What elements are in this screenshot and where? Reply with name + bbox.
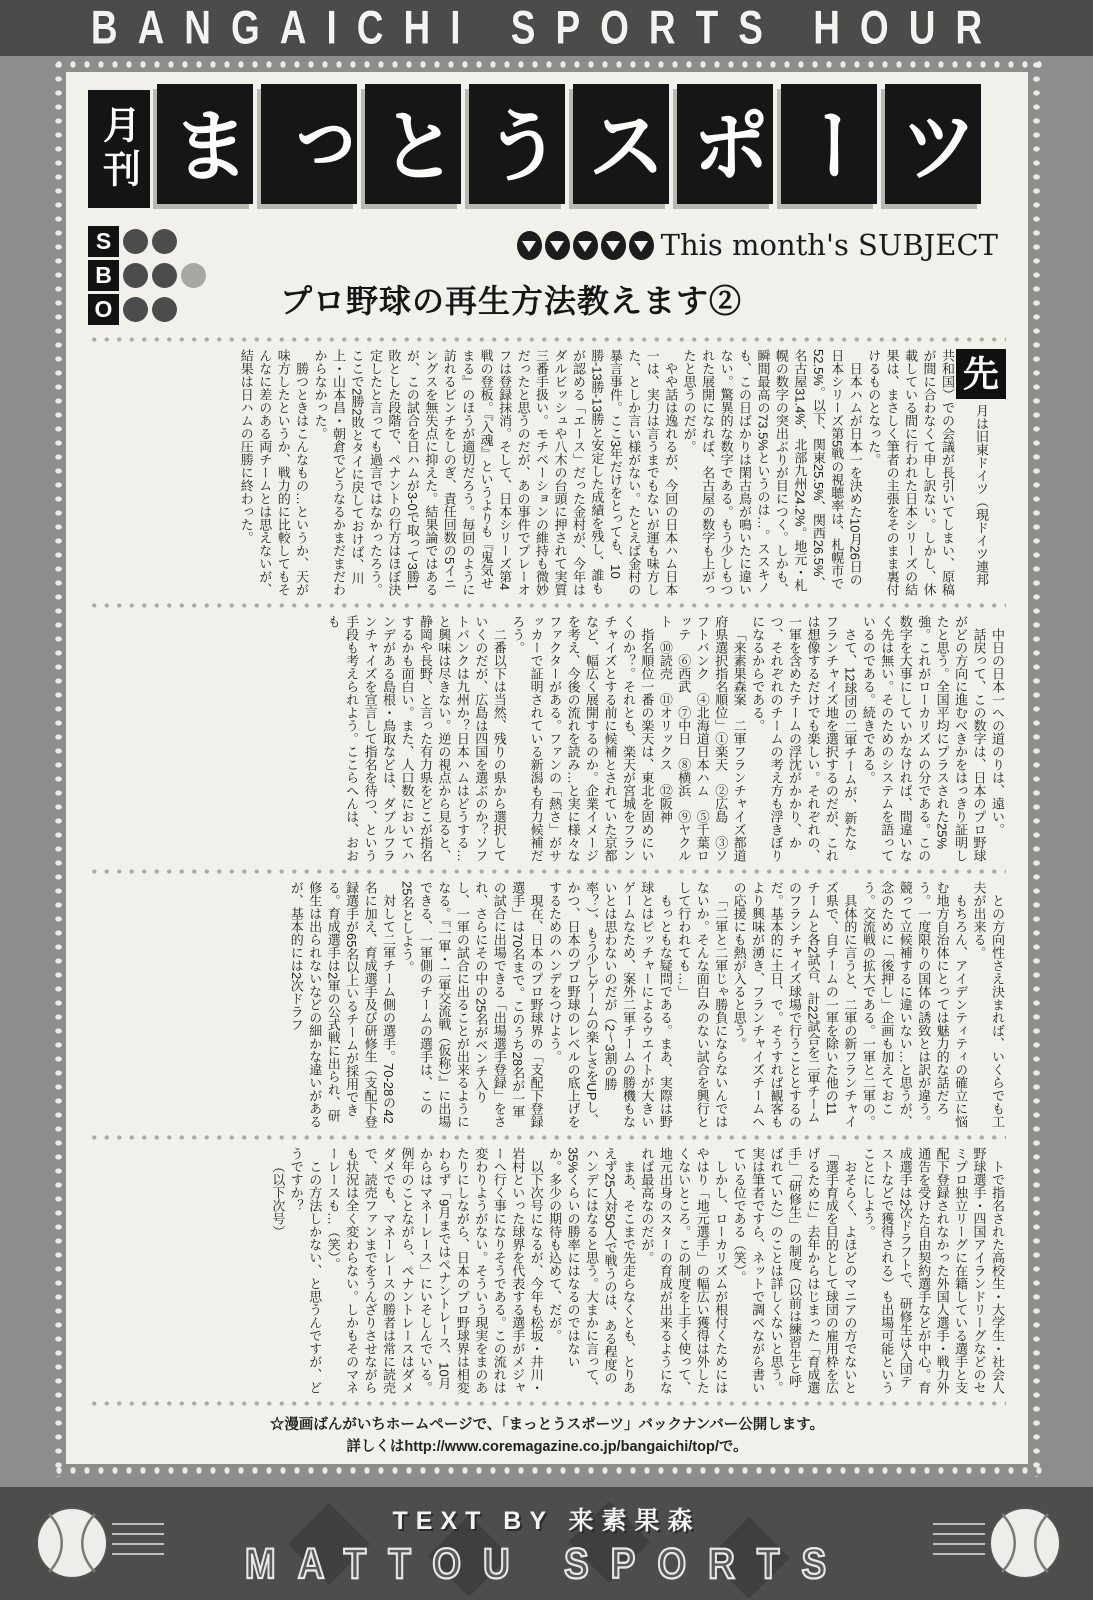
article-paragraph: まあ、そこまで先走らなくとも、とりあえず25人対50人で戦うのは、ある程度のハンデにはなると思う。大まかに言って、35%くらいの勝率にはなるのではないか。多少の期待も込めて、だが。 [547, 1147, 636, 1394]
article-paragraph: やや話は逸れるが、今回の日本ハム日本一は、実力は言うまでもないが運も味方した、としか言い様がない。たとえば金村の暴言事件。ここ3年だけをとっても、10勝-13勝-13勝と安定した成績を残し、誰もが認める「エース」だった金村が、今年はダルビッシュや八木の台頭に押されて実質三番手扱い。モチベーションの維持も微妙だったと思うのだが、あの事件でプレーオフは登録抹消。そして、日本シリーズ第4戦の登板。『入魂』というよりも『鬼気せまる』のほうが適切だろう。毎回のように訪れるピンチをしのぎ、責任回数の5イニングスを無失点に抑えた。結果論ではあるが、この試合を日ハムが3-0で取って3勝1敗とした段階で、ペナントの行方はほぼ決定したと言っても過言ではなかったろう。ここで2勝2敗とタイに戻しておけば、川上・山本昌・朝倉でどうなるかまだまだわからなかった。 [312, 349, 679, 596]
subject-triangle-icon [573, 231, 598, 260]
dotted-separator [88, 1397, 1006, 1410]
masthead [88, 84, 1006, 212]
dotted-frame-top [52, 58, 1043, 71]
sbo-logo [88, 226, 238, 330]
subject-row [88, 226, 1006, 330]
sbo-row-strike [88, 226, 238, 257]
sbo-circle [123, 229, 148, 254]
bottom-banner [0, 1487, 1093, 1600]
article-paragraph: 対して二軍チーム側の選手。70-28の42名に加え、育成選手及び研修生（支配下登録選手が65名以上いるチームが採用できる。育成選手は2軍の公式戦に出られ、研修生は出られないなどの細かな違いがあるが、基本的には2次ドラフ [288, 881, 397, 1128]
sbo-letter-b: B [88, 260, 119, 291]
article-paragraph: 話戻って、この数字は、日本のプロ野球がどの方向に進むべきかをはっきり証明したと思う。全国平均にプラスされた25%強。これがローカリズムの分である。この数字を大事にしていかなければ、間違いなく先は無い。そのためのシステムを語っているのである。続きである。 [860, 615, 987, 862]
masthead-char-box: う [469, 84, 565, 204]
subject-triangle-icon [517, 231, 542, 260]
article-paragraph: 具体的に言うと、二軍の新フランチャイズ県で、自チームの一軍を除いた他の11チームと各2試合、計22試合を二軍チームのフランチャイズ球場で行うこととするのだ。基本的に土日、で。そうすれば観客もより興味が湧き、フランチャイズチームへの応援にも熱が入ると思う。 [731, 881, 858, 1128]
article-headline: プロ野球の再生方法教えます② [280, 283, 743, 319]
article-paragraph: 現在、日本のプロ野球界の「支配下登録選手」は70名まで。このうち28名が一軍の試合に出場できる「出場選手登録」をされ、さらにその中の25名がベンチ入りし、一軍の試合に出ることが出来るようになる。『一軍・二軍交流戦（仮称）』に出場できる、一軍側のチームの選手は、この25名としよう。 [399, 881, 544, 1128]
masthead-char-box: と [365, 84, 461, 204]
section-1-paragraphs [236, 349, 863, 596]
article-paragraph: 「二軍と二軍じゃ勝負にならないんではないか。そんな面白みのない試合を興行として行われても…」 [676, 881, 729, 1128]
subject-line [238, 228, 1006, 262]
subject-block [238, 226, 1006, 330]
masthead-char-box: ー [781, 84, 877, 204]
sbo-circle [152, 229, 177, 254]
dropcap: 先 [956, 349, 1006, 399]
article-paragraph: この方法しかない、と思うんですが、どうですか？ [288, 1147, 323, 1394]
top-banner [0, 0, 1093, 56]
article-paragraph: 「来素果森案 二軍フランチャイズ都道府県選択指名順位」①楽天 ②広島 ③ソフトバンク ④北海道日本ハム ⑤千葉ロッテ ⑥西武 ⑦中日 ⑧横浜 ⑨ヤクルト ⑩読売 ⑪オリックス ⑫阪神 [657, 615, 747, 862]
dotted-separator [88, 1131, 1006, 1144]
sbo-circle [123, 263, 148, 288]
masthead-title [157, 84, 981, 204]
masthead-char-box: ポ [677, 84, 773, 204]
article-paragraph: 中日の日本一への道のりは、遠い。 [990, 628, 1005, 836]
footer-note [88, 1414, 1006, 1459]
masthead-char-box: ま [157, 84, 253, 204]
sbo-circle [152, 297, 177, 322]
subject-triangle-icon [601, 231, 626, 260]
dotted-separator [88, 333, 1006, 346]
article-paragraph: おそらく、よほどのマニアの方でないと「選手育成を目的として球団の雇用枠を広げるために」去年からはじまった「育成選手」「研修生」の制度（以前は練習生と呼ばれていた）のことは詳しくないと思う。実は筆者ですら、ネットで調べながら書いている位である（笑）。 [731, 1147, 858, 1394]
article-paragraph: さて、12球団の二軍チームが、新たなフランチャイズ地を選択するのだが、これは想像するだけでも楽しい。それぞれの、一軍を含めたチームの浮沈がかかり、かつ、それぞれのチームの考え方も浮きぼりになるからである。 [750, 615, 858, 862]
article-paragraph: 指名順位一番の楽天は、東北を固めにいくのか？。それとも、楽天が宮城をフランチャイズとする前に候補とされていた京都など、幅広く展開するのか。企業イメージを考え、今後の流れを読み…と実に様々なファクターがある。ファンの「熱さ」がサッカーで証明されている新潟も有力候補だろう。 [510, 615, 655, 862]
banner-title: BANGAICHI SPORTS HOUR [90, 1, 1003, 54]
dotted-frame-left [52, 58, 65, 1477]
magazine-logo: MATTOU SPORTS [244, 1539, 849, 1587]
sbo-circle [181, 263, 206, 288]
dotted-frame-bottom [52, 1464, 1043, 1477]
sbo-circle [152, 263, 177, 288]
article-section-3 [88, 881, 1006, 1128]
article-lead-text: 月は旧東ドイツ（現ドイツ連邦共和国）での会議が長引いてしまい、原稿が間に合わなくて申し訳ない。しかし、休載している間に行われた日本シリーズの結果は、まさしく筆者の主張をそのまま裏付けるものとなった。 [866, 349, 989, 596]
article-paragraph: 日本ハムが日本一を決めた10月26日の日本シリーズ第5戦の視聴率は、札幌市で52.5%。以下、関東25.5%、関西26.5%、名古屋31.4%、北部九州24.2%。地元・札幌の数字の突出ぶりが目につく。しかも、瞬間最高の73.5%というのは…。ススキノも、この日ばかりは閑古鳥が鳴いたに違いない。驚異的な数字である。もう少しもつれた展開になれば、名古屋の数字も上がったと思うのだが。 [681, 349, 863, 596]
dotted-separator [88, 599, 1006, 612]
footer-line-1: ☆漫画ばんがいちホームページで、「まっとうスポーツ」バックナンバー公開します。 [269, 1417, 825, 1433]
article-section-4 [88, 1147, 1006, 1394]
sbo-row-ball [88, 260, 238, 291]
credit-text: TEXT BY 来素果森 [392, 1507, 701, 1535]
article-paragraph: （以下次号） [270, 1160, 286, 1238]
article-paragraph: トで指名された高校生・大学生・社会人野球選手・四国アイランドリーグなどのセミプロ独立リーグに在籍している選手と支配下登録されなかった外国人選手・戦力外通告を受けた自由契約選手などが中心。育成選手は2次ドラフトで、研修生は入団テストなどで獲得される）も出場可能ということにしよう。 [860, 1147, 1005, 1394]
subject-triangle-icon [629, 231, 654, 260]
article-paragraph: 二番以下は当然、残りの県から選択していくのだが、広島は四国を選ぶのか？ソフトバンクは九州か？日本ハムはどうする…と興味は尽きない。逆の視点から見ると、静岡や長野、と言った有力県をどこが指名するかも面白い。また、人口数においてハンデがある島根・鳥取などは、ダブルフランチャイズを宣言して指名を待つ、という手段も考えられよう。ここらへんは、おおも [325, 615, 507, 862]
article-paragraph: との方向性さえ決まれば、いくらでも工夫が出来る。 [971, 881, 1005, 1128]
sbo-letter-s: S [88, 226, 119, 257]
masthead-char-box: ツ [885, 84, 981, 204]
article-paragraph [864, 349, 1006, 596]
dotted-frame-right [1030, 58, 1043, 1477]
baseball-icon [987, 1505, 1063, 1581]
sbo-row-out [88, 294, 238, 325]
article-section-2 [88, 615, 1006, 862]
sbo-circle [123, 297, 148, 322]
page-content [66, 72, 1028, 1464]
speed-lines [933, 1523, 985, 1557]
article-paragraph: 勝つときはこんなもの…というか、天が味方したというか、戦力的に比較してもそんなに差のある両チームとは思えないが、結果は日ハムの圧勝に終わった。 [238, 349, 310, 596]
article-paragraph: もっともな疑問である。まあ、実際は野球とはピッチャーによるウエイトが大きいゲームなため、案外二軍チームの勝機もないとは思わないのだが（2〜3割の勝率？）、もう少しゲームの楽しさをUPし、かつ、日本のプロ野球のレベルの底上げをするためのハンデをつけよう。 [547, 881, 673, 1128]
masthead-char-box: っ [261, 84, 357, 204]
subject-triangle-icon [545, 231, 570, 260]
article-paragraph: しかし、ローカリズムが根付くためにはやはり「地元選手」の幅広い獲得は外したくないところ。この制度を上手く使って、地元出身のスターの育成が出来るようになれば最高なのだが。 [639, 1147, 729, 1394]
subject-label: This month's SUBJECT [660, 228, 998, 262]
masthead-prefix: 月刊 [88, 90, 150, 208]
article-paragraph: もちろん、アイデンティティの確立に悩む地方自治体にとっては魅力的な話だろう。一度限りの国体の誘致とは訳が違う。競って立候補するに違いない…と思うが、念のために「後押し」企画も加えておこう。交流戦の拡大である。一軍と二軍の。 [860, 881, 969, 1128]
article-section-1 [88, 349, 1006, 596]
article-paragraph: 以下次号になるが、今年も松坂・井川・岩村といった球界を代表する選手がメジャーへ行く事になりそうである。この流れは変わりようがない。そういう現実をまのあたりにしながら、日本のプロ野球界は相変わらず「9月まではペナントレース、10月からはマネーレース」にいそしんでいる。例年のことながら、ペナントレースはダメダメでも、マネーレースの勝者は常に読売で、読売ファンまでをうんざりさせながらも状況は全く変わらない。しかもそのマネーレースも…（笑）。 [325, 1147, 544, 1394]
masthead-char-box: ス [573, 84, 669, 204]
footer-line-2: 詳しくはhttp://www.coremagazine.co.jp/bangaichi/top/で。 [346, 1439, 748, 1456]
dotted-separator [88, 865, 1006, 878]
sbo-letter-o: O [88, 294, 119, 325]
